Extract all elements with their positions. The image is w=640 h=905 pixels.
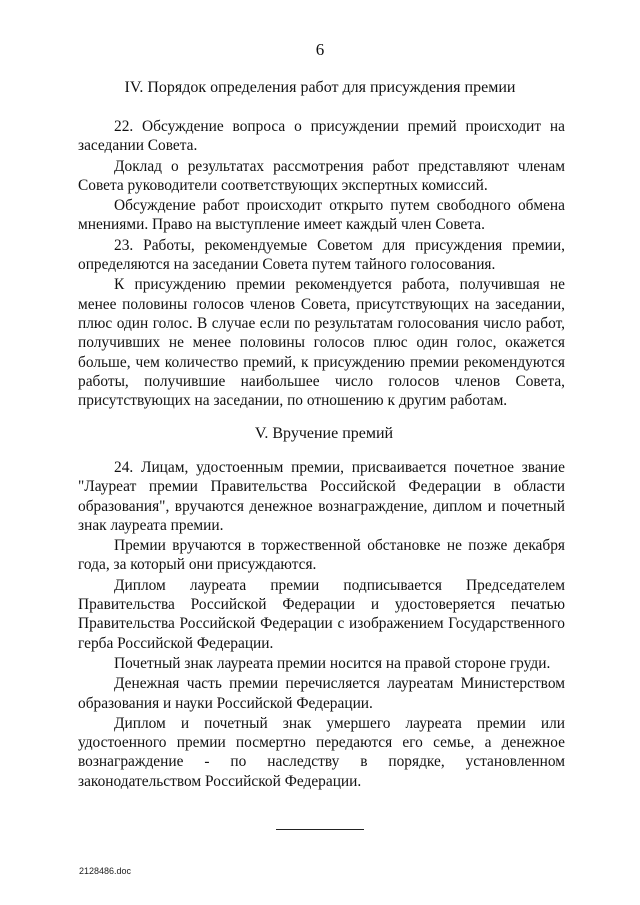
paragraph-23: 23. Работы, рекомендуемые Советом для присуждения премии, определяются на заседании Совета путем тайного голосования.	[78, 236, 565, 274]
end-of-text-rule	[276, 829, 364, 830]
section-heading-iv: IV. Порядок определения работ для присуждения премии	[124, 79, 516, 96]
paragraph-diploma: Диплом лауреата премии подписывается Председателем Правительства Российской Федерации и удостоверяется печатью Правительства Российской Федерации с изображением Государственного герба Российской Федерации.	[78, 576, 565, 652]
section-v-body	[78, 458, 565, 791]
paragraph-discussion: Обсуждение работ происходит открыто путем свободного обмена мнениями. Право на выступление имеет каждый член Совета.	[78, 197, 565, 234]
paragraph-ceremony: Премии вручаются в торжественной обстановке не позже декабря года, за который они присуждаются.	[78, 537, 565, 574]
paragraph-voting: К присуждению премии рекомендуется работа, получившая не менее половины голосов членов Совета, присутствующих на заседании, плюс один голос. В случае если по результатам голосования число работ, получивших не менее половины голосов плюс один голос, окажется больше, чем количество премий, к присуждению премии рекомендуются работы, получившие наибольшее число голосов членов Совета, присутствующих на заседании, по отношению к другим работам.	[78, 276, 565, 410]
paragraph-inheritance: Диплом и почетный знак умершего лауреата премии или удостоенного премии посмертно передаются его семье, а денежное вознаграждение - по наследству в порядке, установленном законодательством Российской Федерации.	[78, 714, 565, 790]
page-number: 6	[315, 40, 325, 59]
section-iv-body	[78, 117, 565, 410]
paragraph-money: Денежная часть премии перечисляется лауреатам Министерством образования и науки Российской Федерации.	[78, 675, 565, 712]
paragraph-badge: Почетный знак лауреата премии носится на правой стороне груди.	[114, 654, 551, 672]
paragraph-22: 22. Обсуждение вопроса о присуждении премий происходит на заседании Совета.	[78, 118, 565, 155]
paragraph-report: Доклад о результатах рассмотрения работ представляют членам Совета руководители соответствующих экспертных комиссий.	[78, 157, 565, 194]
paragraph-24: 24. Лицам, удостоенным премии, присваивается почетное звание "Лауреат премии Правительства Российской Федерации в области образования", вручаются денежное вознаграждение, диплом и почетный знак лауреата премии.	[78, 459, 565, 534]
section-heading-v: V. Вручение премий	[254, 425, 394, 442]
document-code: 2128486.doc	[79, 866, 132, 876]
